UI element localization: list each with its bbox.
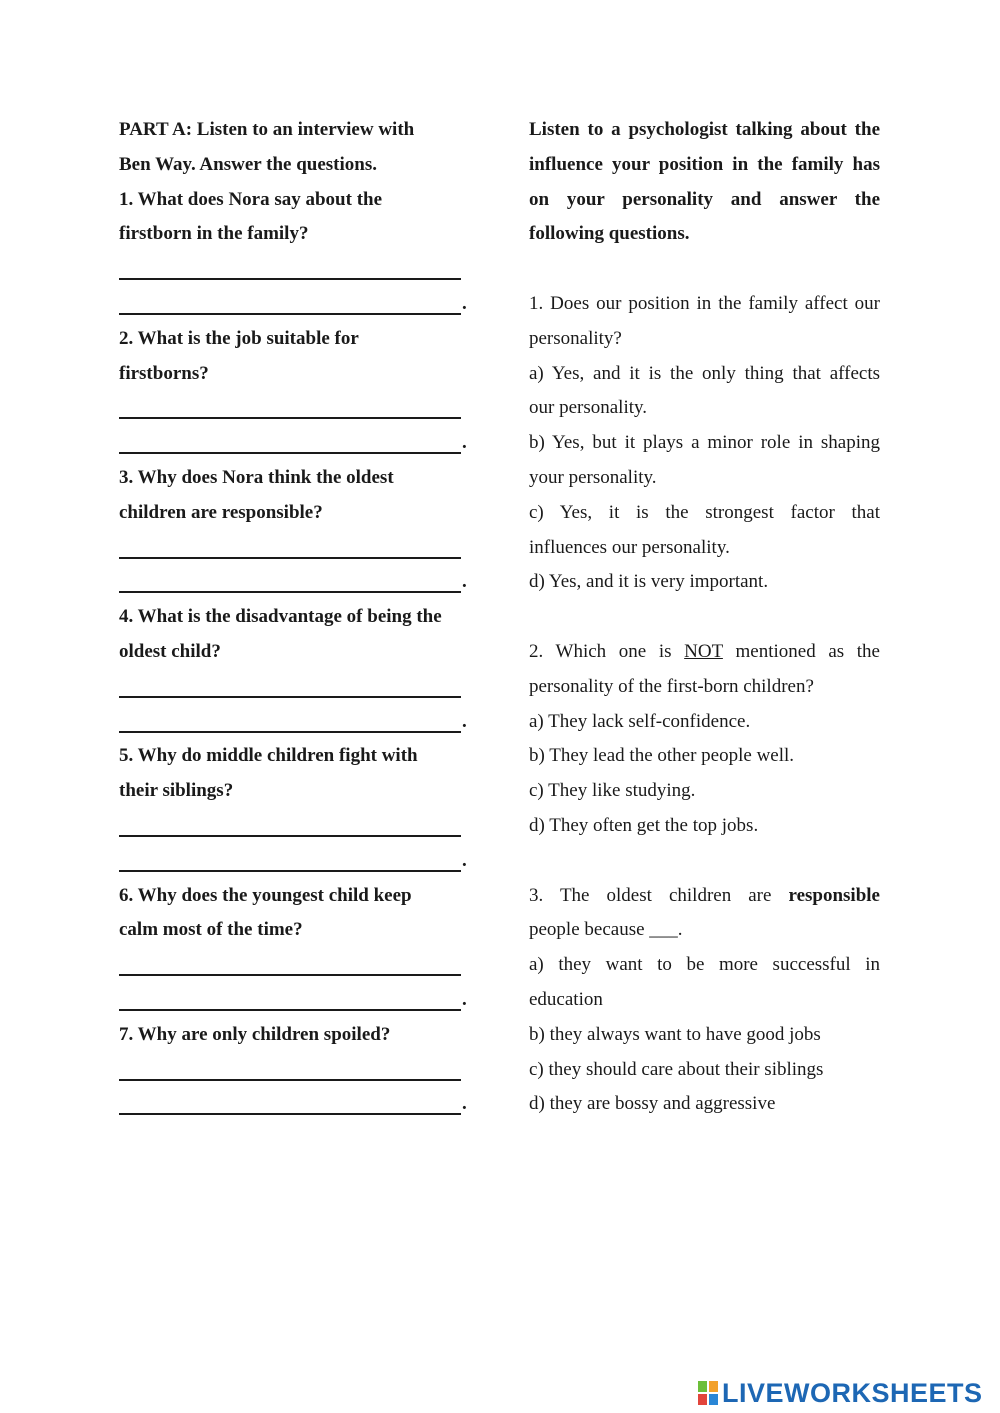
question-3: 3. Why does Nora think the oldest	[119, 466, 394, 488]
question-6-cont: calm most of the time?	[119, 919, 303, 941]
q1-option-c[interactable]: c) Yes, it is the strongest factor that	[529, 501, 880, 523]
q3-option-d[interactable]: d) they are bossy and aggressive	[529, 1093, 776, 1115]
q3-option-c[interactable]: c) they should care about their siblings	[529, 1058, 824, 1080]
mc-question-1-cont: personality?	[529, 327, 622, 349]
right-column	[529, 113, 880, 1122]
answer-line[interactable]	[119, 948, 469, 983]
question-2: 2. What is the job suitable for	[119, 327, 359, 349]
q1-option-a[interactable]: a) Yes, and it is the only thing that affects	[529, 362, 880, 384]
logo-mark-icon	[697, 1380, 719, 1406]
question-5-cont: their siblings?	[119, 780, 234, 802]
question-3-cont: children are responsible?	[119, 501, 323, 523]
answer-line[interactable]	[119, 252, 469, 287]
mc-question-3: 3. The oldest children are responsible	[529, 884, 880, 906]
q2-option-c[interactable]: c) They like studying.	[529, 780, 696, 802]
answer-line[interactable]: .	[119, 705, 469, 740]
part-a-heading: PART A: Listen to an interview with	[119, 119, 415, 140]
responsible-emphasis: responsible	[788, 884, 880, 906]
instructions-line: following questions.	[529, 223, 690, 245]
answer-line[interactable]	[119, 391, 469, 426]
instructions-line: Listen to a psychologist talking about the	[529, 119, 880, 140]
question-1-cont: firstborn in the family?	[119, 223, 309, 245]
question-4-cont: oldest child?	[119, 640, 221, 662]
q1-option-c-cont[interactable]: influences our personality.	[529, 536, 730, 558]
q2-option-b[interactable]: b) They lead the other people well.	[529, 745, 795, 767]
answer-line[interactable]	[119, 1053, 469, 1088]
q2-option-a[interactable]: a) They lack self-confidence.	[529, 710, 751, 732]
q2-option-d[interactable]: d) They often get the top jobs.	[529, 814, 759, 836]
q1-option-a-cont[interactable]: our personality.	[529, 397, 648, 419]
answer-line[interactable]: .	[119, 565, 469, 600]
q3-option-a-cont[interactable]: education	[529, 988, 603, 1010]
question-6: 6. Why does the youngest child keep	[119, 884, 412, 906]
answer-line[interactable]	[119, 809, 469, 844]
answer-line[interactable]	[119, 531, 469, 566]
question-1: 1. What does Nora say about the	[119, 188, 383, 210]
q1-option-b[interactable]: b) Yes, but it plays a minor role in shaping	[529, 432, 880, 454]
q1-option-d[interactable]: d) Yes, and it is very important.	[529, 571, 769, 593]
mc-question-2-cont: personality of the first-born children?	[529, 675, 814, 697]
part-a-heading-cont: Ben Way. Answer the questions.	[119, 153, 377, 175]
not-emphasis: NOT	[684, 640, 723, 662]
question-5: 5. Why do middle children fight with	[119, 745, 418, 767]
answer-line[interactable]: .	[119, 983, 469, 1018]
logo-text: LIVEWORKSHEETS	[722, 1377, 983, 1408]
question-2-cont: firstborns?	[119, 362, 209, 384]
answer-line[interactable]	[119, 670, 469, 705]
instructions-line: on your personality and answer the	[529, 188, 880, 210]
mc-question-1: 1. Does our position in the family affect our	[529, 292, 880, 314]
q3-option-b[interactable]: b) they always want to have good jobs	[529, 1023, 821, 1045]
left-column	[119, 113, 469, 1122]
q1-option-b-cont[interactable]: your personality.	[529, 466, 657, 488]
question-7: 7. Why are only children spoiled?	[119, 1023, 391, 1045]
mc-question-2: 2. Which one is NOT mentioned as the	[529, 640, 880, 662]
liveworksheets-logo[interactable]	[697, 1378, 983, 1408]
mc-question-3-cont: people because ___.	[529, 919, 683, 941]
question-4: 4. What is the disadvantage of being the	[119, 606, 442, 628]
answer-line[interactable]: .	[119, 426, 469, 461]
answer-line[interactable]: .	[119, 844, 469, 879]
instructions-line: influence your position in the family has	[529, 153, 880, 175]
answer-line[interactable]: .	[119, 287, 469, 322]
q3-option-a[interactable]: a) they want to be more successful in	[529, 954, 880, 976]
answer-line[interactable]: .	[119, 1087, 469, 1122]
